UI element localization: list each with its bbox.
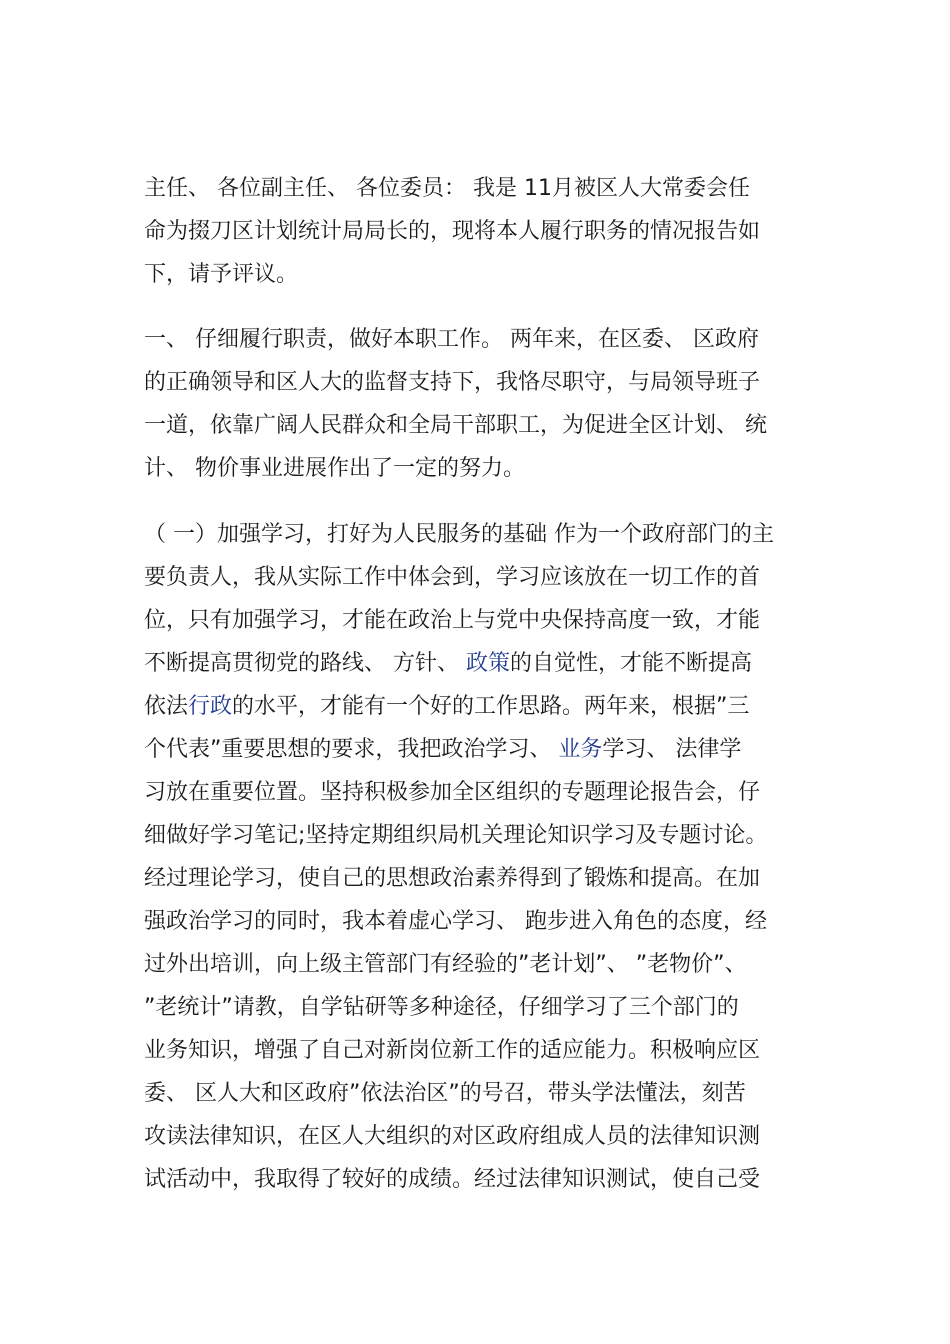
text-line: 经过理论学习，使自己的思想政治素养得到了锻炼和提高。在加 <box>144 866 761 891</box>
text-line: 业务知识，增强了自己对新岗位新工作的适应能力。积极响应区 <box>144 1038 761 1063</box>
text-segment: 个代表”重要思想的要求，我把政治学习、 <box>144 737 559 762</box>
text-line <box>144 728 824 771</box>
text-line: 细做好学习笔记;坚持定期组织局机关理论知识学习及专题讨论。 <box>144 823 768 848</box>
text-line: 命为掇刀区计划统计局局长的，现将本人履行职务的情况报告如 <box>144 219 761 244</box>
link-business[interactable]: 业务 <box>558 737 603 762</box>
text-line: （ 一）加强学习，打好为人民服务的基础 作为一个政府部门的主 <box>144 522 774 547</box>
text-line: 的正确领导和区人大的监督支持下，我恪尽职守，与局领导班子 <box>144 370 761 395</box>
paragraph-subsection-one <box>144 513 824 1201</box>
text-segment: 学习、 法律学 <box>602 737 742 762</box>
link-policy[interactable]: 政策 <box>466 651 511 676</box>
text-line: 委、 区人大和区政府”依法治区”的号召，带头学法懂法，刻苦 <box>144 1081 746 1106</box>
text-segment: 的自觉性，才能不断提高 <box>510 651 753 676</box>
link-administration[interactable]: 行政 <box>188 694 233 719</box>
text-line: 一、 仔细履行职责，做好本职工作。 两年来，在区委、 区政府 <box>144 327 759 352</box>
text-segment: 依法 <box>144 694 189 719</box>
text-segment: 不断提高贯彻党的路线、 方针、 <box>144 651 466 676</box>
text-line: 要负责人，我从实际工作中体会到，学习应该放在一切工作的首 <box>144 565 761 590</box>
text-line <box>144 685 824 728</box>
text-line: 一道，依靠广阔人民群众和全局干部职工，为促进全区计划、 统 <box>144 413 767 438</box>
text-line: 攻读法律知识，在区人大组织的对区政府组成人员的法律知识测 <box>144 1124 761 1149</box>
text-line: 试活动中，我取得了较好的成绩。经过法律知识测试，使自己受 <box>144 1167 761 1192</box>
text-line: 位，只有加强学习，才能在政治上与党中央保持高度一致，才能 <box>144 608 761 633</box>
text-line: 过外出培训，向上级主管部门有经验的”老计划”、 ”老物价”、 <box>144 952 747 977</box>
text-line <box>144 642 824 685</box>
text-line: 计、 物价事业进展作出了一定的努力。 <box>144 456 525 481</box>
text-line: 强政治学习的同时，我本着虚心学习、 跑步进入角色的态度，经 <box>144 909 767 934</box>
paragraph-section-one <box>144 318 824 490</box>
text-line: ”老统计”请教，自学钻研等多种途径，仔细学习了三个部门的 <box>144 995 739 1020</box>
paragraph-opening <box>144 167 824 296</box>
text-line: 下，请予评议。 <box>144 262 299 287</box>
text-line: 主任、 各位副主任、 各位委员： 我是 11月被区人大常委会任 <box>144 176 750 201</box>
text-line: 习放在重要位置。坚持积极参加全区组织的专题理论报告会，仔 <box>144 780 761 805</box>
text-segment: 的水平，才能有一个好的工作思路。两年来，根据”三 <box>232 694 750 719</box>
